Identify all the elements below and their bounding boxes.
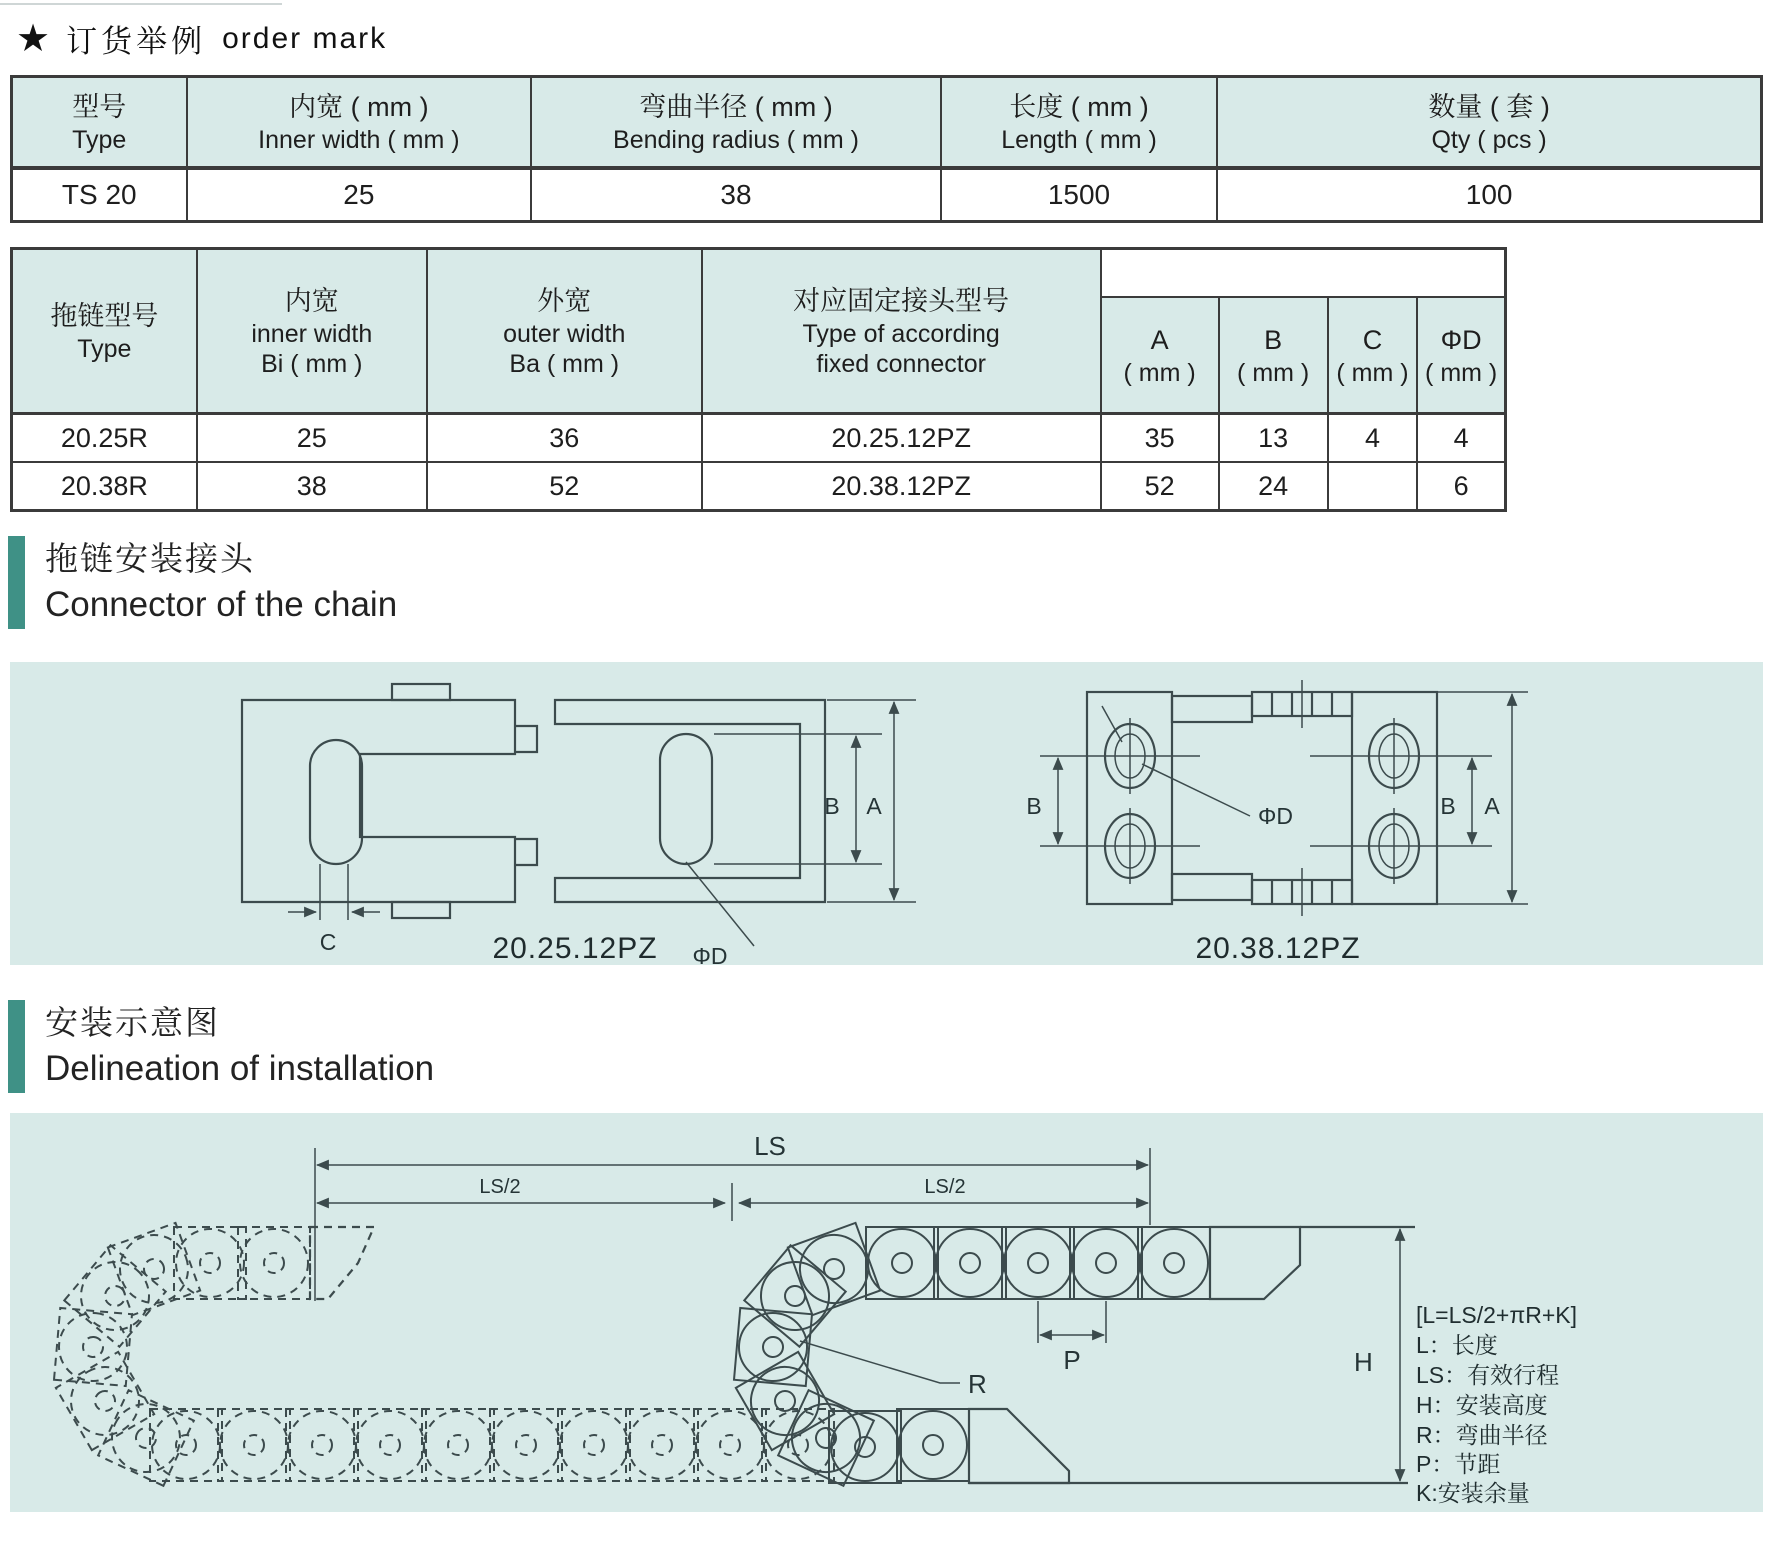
section-installation-heading	[8, 1000, 434, 1093]
dim-phid-label: ΦD	[692, 943, 728, 965]
dim-b-label: B	[824, 793, 840, 819]
order-example-table	[10, 75, 1763, 223]
p-label: P	[1063, 1345, 1081, 1375]
connector-diagram-svg	[10, 662, 1763, 965]
spec-col-b: B ( mm )	[1219, 297, 1328, 414]
slot-hole	[310, 740, 362, 864]
spec-cell: 4	[1328, 414, 1418, 463]
dim-b-left-label: B	[1026, 793, 1042, 819]
chain-link-dashed	[174, 1227, 246, 1299]
spec-cell: 25	[197, 414, 427, 463]
chain-link	[1138, 1227, 1210, 1299]
order-mark-heading-cn: 订货举例	[66, 24, 207, 59]
chain-link	[897, 1409, 969, 1481]
legend-line: LS：有效行程	[1416, 1362, 1560, 1388]
order-cell-bending-radius: 38	[531, 168, 941, 222]
order-cell-length: 1500	[941, 168, 1218, 222]
section2-title-en: Delineation of installation	[45, 1049, 435, 1088]
section1-title-en: Connector of the chain	[45, 585, 398, 624]
legend-formula: [L=LS/2+πR+K]	[1416, 1302, 1577, 1328]
spec-cell-empty	[1328, 462, 1418, 511]
h-label: H	[1354, 1347, 1373, 1377]
ls2-right-label: LS/2	[924, 1176, 966, 1198]
spec-col-d: ΦD ( mm )	[1417, 297, 1505, 414]
star-icon: ★	[16, 17, 51, 60]
chain-link-dashed	[108, 1223, 200, 1315]
dim-phid-label: ΦD	[1258, 803, 1293, 829]
order-cell-inner-width: 25	[187, 168, 532, 222]
spec-col-type: 拖链型号 Type	[12, 249, 197, 414]
section-bar-icon	[8, 536, 25, 629]
section-connector-heading	[8, 536, 397, 629]
ls-label: LS	[754, 1131, 786, 1161]
chain-fixed-bracket	[969, 1409, 1069, 1483]
installation-diagram-svg	[10, 1113, 1763, 1512]
order-mark-heading	[16, 16, 387, 61]
spec-col-a: A ( mm )	[1101, 297, 1219, 414]
ls2-left-label: LS/2	[479, 1176, 521, 1198]
spec-cell: 52	[1101, 462, 1219, 511]
spec-cell: 35	[1101, 414, 1219, 463]
spec-cell: 6	[1417, 462, 1505, 511]
order-cell-qty: 100	[1217, 168, 1761, 222]
legend-line: H：安装高度	[1416, 1392, 1548, 1418]
spec-cell: 24	[1219, 462, 1328, 511]
dim-a-label: A	[1484, 793, 1500, 819]
section-bar-icon	[8, 1000, 25, 1093]
chain-link	[934, 1227, 1006, 1299]
legend	[1416, 1302, 1577, 1506]
spec-cell: 20.25.12PZ	[702, 414, 1101, 463]
order-col-length: 长度 ( mm ) Length ( mm )	[941, 77, 1218, 169]
spec-cell: 13	[1219, 414, 1328, 463]
dim-c-label: C	[319, 929, 337, 955]
spec-empty-spanner-cell	[1101, 249, 1506, 298]
chain-link	[1070, 1227, 1142, 1299]
phid-leader-line	[1142, 764, 1250, 816]
spec-col-c: C ( mm )	[1328, 297, 1418, 414]
spec-cell: 20.38.12PZ	[702, 462, 1101, 511]
legend-line: K:安装余量	[1416, 1480, 1530, 1506]
phid-leader-line	[686, 862, 754, 946]
section1-title-cn: 拖链安装接头	[45, 540, 255, 577]
order-col-type: 型号 Type	[12, 77, 187, 169]
order-mark-heading-en: order mark	[222, 21, 388, 55]
spec-cell: 52	[427, 462, 702, 511]
connector-diagram-panel	[10, 662, 1763, 965]
order-cell-type: TS 20	[12, 168, 187, 222]
chain-link-dashed	[150, 1409, 222, 1481]
chain-link-dashed	[98, 1390, 194, 1486]
chain-moving-bracket-dashed	[310, 1227, 374, 1299]
connector-2025-label: 20.25.12PZ	[492, 932, 658, 965]
chain-link-dashed	[558, 1409, 630, 1481]
spec-cell: 38	[197, 462, 427, 511]
chain-link-dashed	[626, 1409, 698, 1481]
installation-diagram-panel	[10, 1113, 1763, 1512]
order-col-qty: 数量 ( 套 ) Qty ( pcs )	[1217, 77, 1761, 169]
chain-end-bracket-top	[1210, 1227, 1300, 1299]
spec-col-inner-width: 内宽 inner width Bi ( mm )	[197, 249, 427, 414]
legend-line: P：节距	[1416, 1451, 1501, 1477]
section2-title-cn: 安装示意图	[45, 1004, 220, 1041]
chain-link-dashed	[56, 1352, 154, 1450]
spec-col-outer-width: 外宽 outer width Ba ( mm )	[427, 249, 702, 414]
crop-remnant-line	[0, 3, 282, 5]
chain-link	[1002, 1227, 1074, 1299]
chain-link-dashed	[286, 1409, 358, 1481]
dim-a-label: A	[866, 793, 882, 819]
spec-cell: 4	[1417, 414, 1505, 463]
dim-b-right-label: B	[1440, 793, 1456, 819]
connector-2038-drawing	[1026, 680, 1528, 965]
r-leader-line	[800, 1341, 960, 1383]
chain-link-dashed	[238, 1227, 310, 1299]
chain-links	[54, 1223, 1210, 1486]
slot-hole	[660, 734, 712, 864]
spec-cell: 20.25R	[12, 414, 197, 463]
spec-row-2025r	[12, 414, 1506, 463]
chain-link	[866, 1227, 938, 1299]
spec-row-2038r	[12, 462, 1506, 511]
spec-col-connector: 对应固定接头型号 Type of according fixed connector	[702, 249, 1101, 414]
chain-link-dashed	[218, 1409, 290, 1481]
chain-link-dashed	[490, 1409, 562, 1481]
chain-link	[736, 1352, 834, 1450]
chain-link-dashed	[422, 1409, 494, 1481]
order-table-data-row	[12, 168, 1762, 222]
connector-2025-drawing	[242, 684, 916, 965]
spec-table-header-row1	[12, 249, 1506, 298]
r-label: R	[968, 1369, 987, 1399]
spec-cell: 20.38R	[12, 462, 197, 511]
order-table-header-row	[12, 77, 1762, 169]
chain-link	[829, 1411, 901, 1483]
legend-line: R：弯曲半径	[1416, 1422, 1548, 1448]
chain-link-dashed	[354, 1409, 426, 1481]
spec-table	[10, 247, 1507, 512]
order-col-inner-width: 内宽 ( mm ) Inner width ( mm )	[187, 77, 532, 169]
spec-cell: 36	[427, 414, 702, 463]
legend-line: L：长度	[1416, 1332, 1498, 1358]
order-col-bending-radius: 弯曲半径 ( mm ) Bending radius ( mm )	[531, 77, 941, 169]
connector-2038-label: 20.38.12PZ	[1195, 932, 1361, 965]
